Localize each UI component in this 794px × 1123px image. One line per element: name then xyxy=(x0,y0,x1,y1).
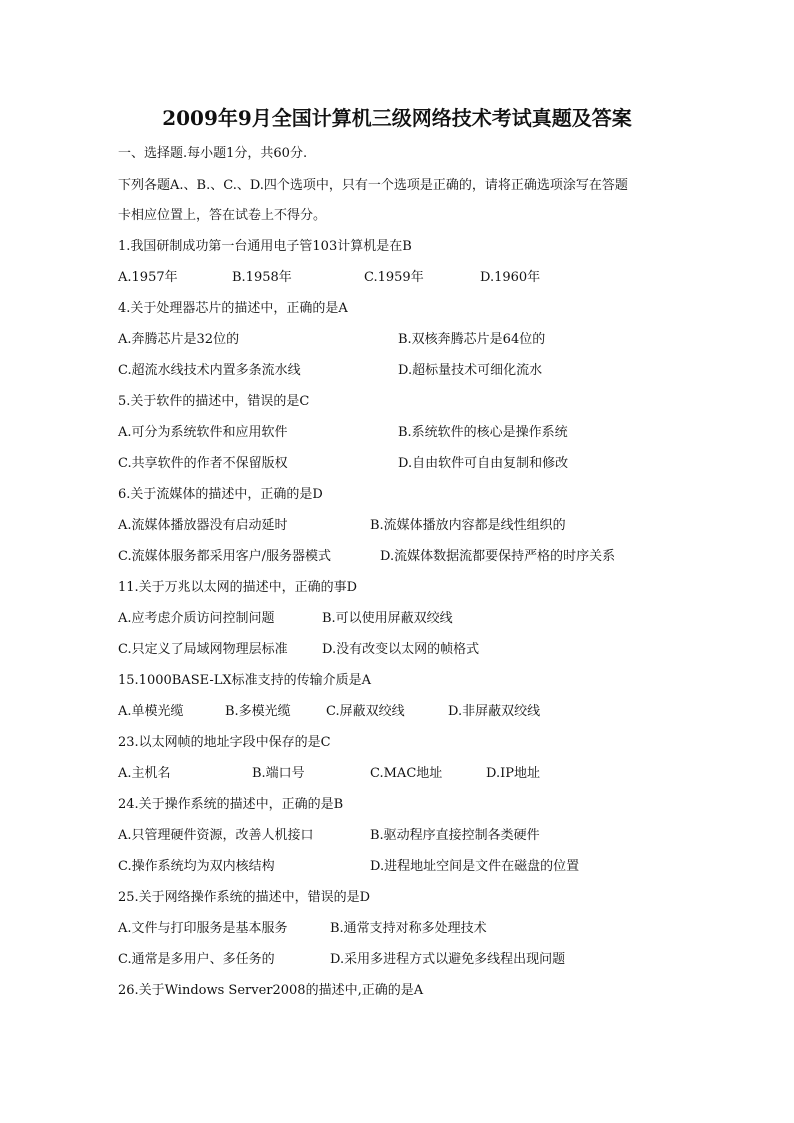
option-b: B.可以使用屏蔽双绞线 xyxy=(322,611,453,626)
option-a: A.应考虑介质访问控制问题 xyxy=(118,611,275,626)
document-title: 2009年9月全国计算机三级网络技术考试真题及答案 xyxy=(162,106,632,130)
option-c: C.1959年 xyxy=(364,270,424,285)
option-b: B.多模光缆 xyxy=(225,704,291,719)
question-stem: 15.1000BASE-LX标准支持的传输介质是A xyxy=(118,673,372,688)
option-c: C.MAC地址 xyxy=(370,766,443,781)
option-b: B.系统软件的核心是操作系统 xyxy=(398,425,568,440)
option-d: D.1960年 xyxy=(480,270,541,285)
question-stem: 5.关于软件的描述中，错误的是C xyxy=(118,394,310,409)
option-d: D.非屏蔽双绞线 xyxy=(448,704,541,719)
option-d: D.IP地址 xyxy=(486,766,540,781)
option-a: A.流媒体播放器没有启动延时 xyxy=(118,518,288,533)
instructions-line-1: 下列各题A.、B.、C.、D.四个选项中，只有一个选项是正确的，请将正确选项涂写在答题 xyxy=(118,178,628,193)
question-stem: 24.关于操作系统的描述中，正确的是B xyxy=(118,797,344,812)
option-d: D.超标量技术可细化流水 xyxy=(398,363,543,378)
option-d: D.没有改变以太网的帧格式 xyxy=(322,642,480,657)
option-d: D.流媒体数据流都要保持严格的时序关系 xyxy=(380,549,616,564)
option-c: C.屏蔽双绞线 xyxy=(326,704,405,719)
question-stem: 23.以太网帧的地址字段中保存的是C xyxy=(118,735,331,750)
option-d: D.采用多进程方式以避免多线程出现问题 xyxy=(330,952,566,967)
option-a: A.主机名 xyxy=(118,766,171,781)
question-stem: 6.关于流媒体的描述中，正确的是D xyxy=(118,487,323,502)
option-c: C.通常是多用户、多任务的 xyxy=(118,952,275,967)
option-c: C.只定义了局域网物理层标准 xyxy=(118,642,288,657)
option-b: B.流媒体播放内容都是线性组织的 xyxy=(370,518,566,533)
option-b: B.双核奔腾芯片是64位的 xyxy=(398,332,546,347)
question-stem: 1.我国研制成功第一台通用电子管103计算机是在B xyxy=(118,239,412,254)
option-b: B.驱动程序直接控制各类硬件 xyxy=(370,828,540,843)
option-a: A.只管理硬件资源，改善人机接口 xyxy=(118,828,314,843)
option-b: B.1958年 xyxy=(232,270,292,285)
section-heading: 一、选择题.每小题1分，共60分. xyxy=(118,146,308,161)
option-a: A.奔腾芯片是32位的 xyxy=(118,332,240,347)
option-c: C.超流水线技术内置多条流水线 xyxy=(118,363,301,378)
question-stem: 25.关于网络操作系统的描述中，错误的是D xyxy=(118,890,371,905)
option-d: D.进程地址空间是文件在磁盘的位置 xyxy=(370,859,580,874)
question-stem: 4.关于处理器芯片的描述中，正确的是A xyxy=(118,301,348,316)
option-c: C.共享软件的作者不保留版权 xyxy=(118,456,288,471)
option-c: C.操作系统均为双内核结构 xyxy=(118,859,275,874)
option-b: B.通常支持对称多处理技术 xyxy=(330,921,487,936)
option-b: B.端口号 xyxy=(252,766,305,781)
option-a: A.1957年 xyxy=(118,270,178,285)
question-stem: 11.关于万兆以太网的描述中，正确的事D xyxy=(118,580,358,595)
instructions-line-2: 卡相应位置上，答在试卷上不得分。 xyxy=(118,208,327,223)
option-a: A.可分为系统软件和应用软件 xyxy=(118,425,288,440)
option-d: D.自由软件可自由复制和修改 xyxy=(398,456,569,471)
option-a: A.文件与打印服务是基本服务 xyxy=(118,921,288,936)
question-stem: 26.关于Windows Server2008的描述中,正确的是A xyxy=(118,983,424,998)
option-a: A.单模光缆 xyxy=(118,704,184,719)
option-c: C.流媒体服务都采用客户/服务器模式 xyxy=(118,549,331,564)
